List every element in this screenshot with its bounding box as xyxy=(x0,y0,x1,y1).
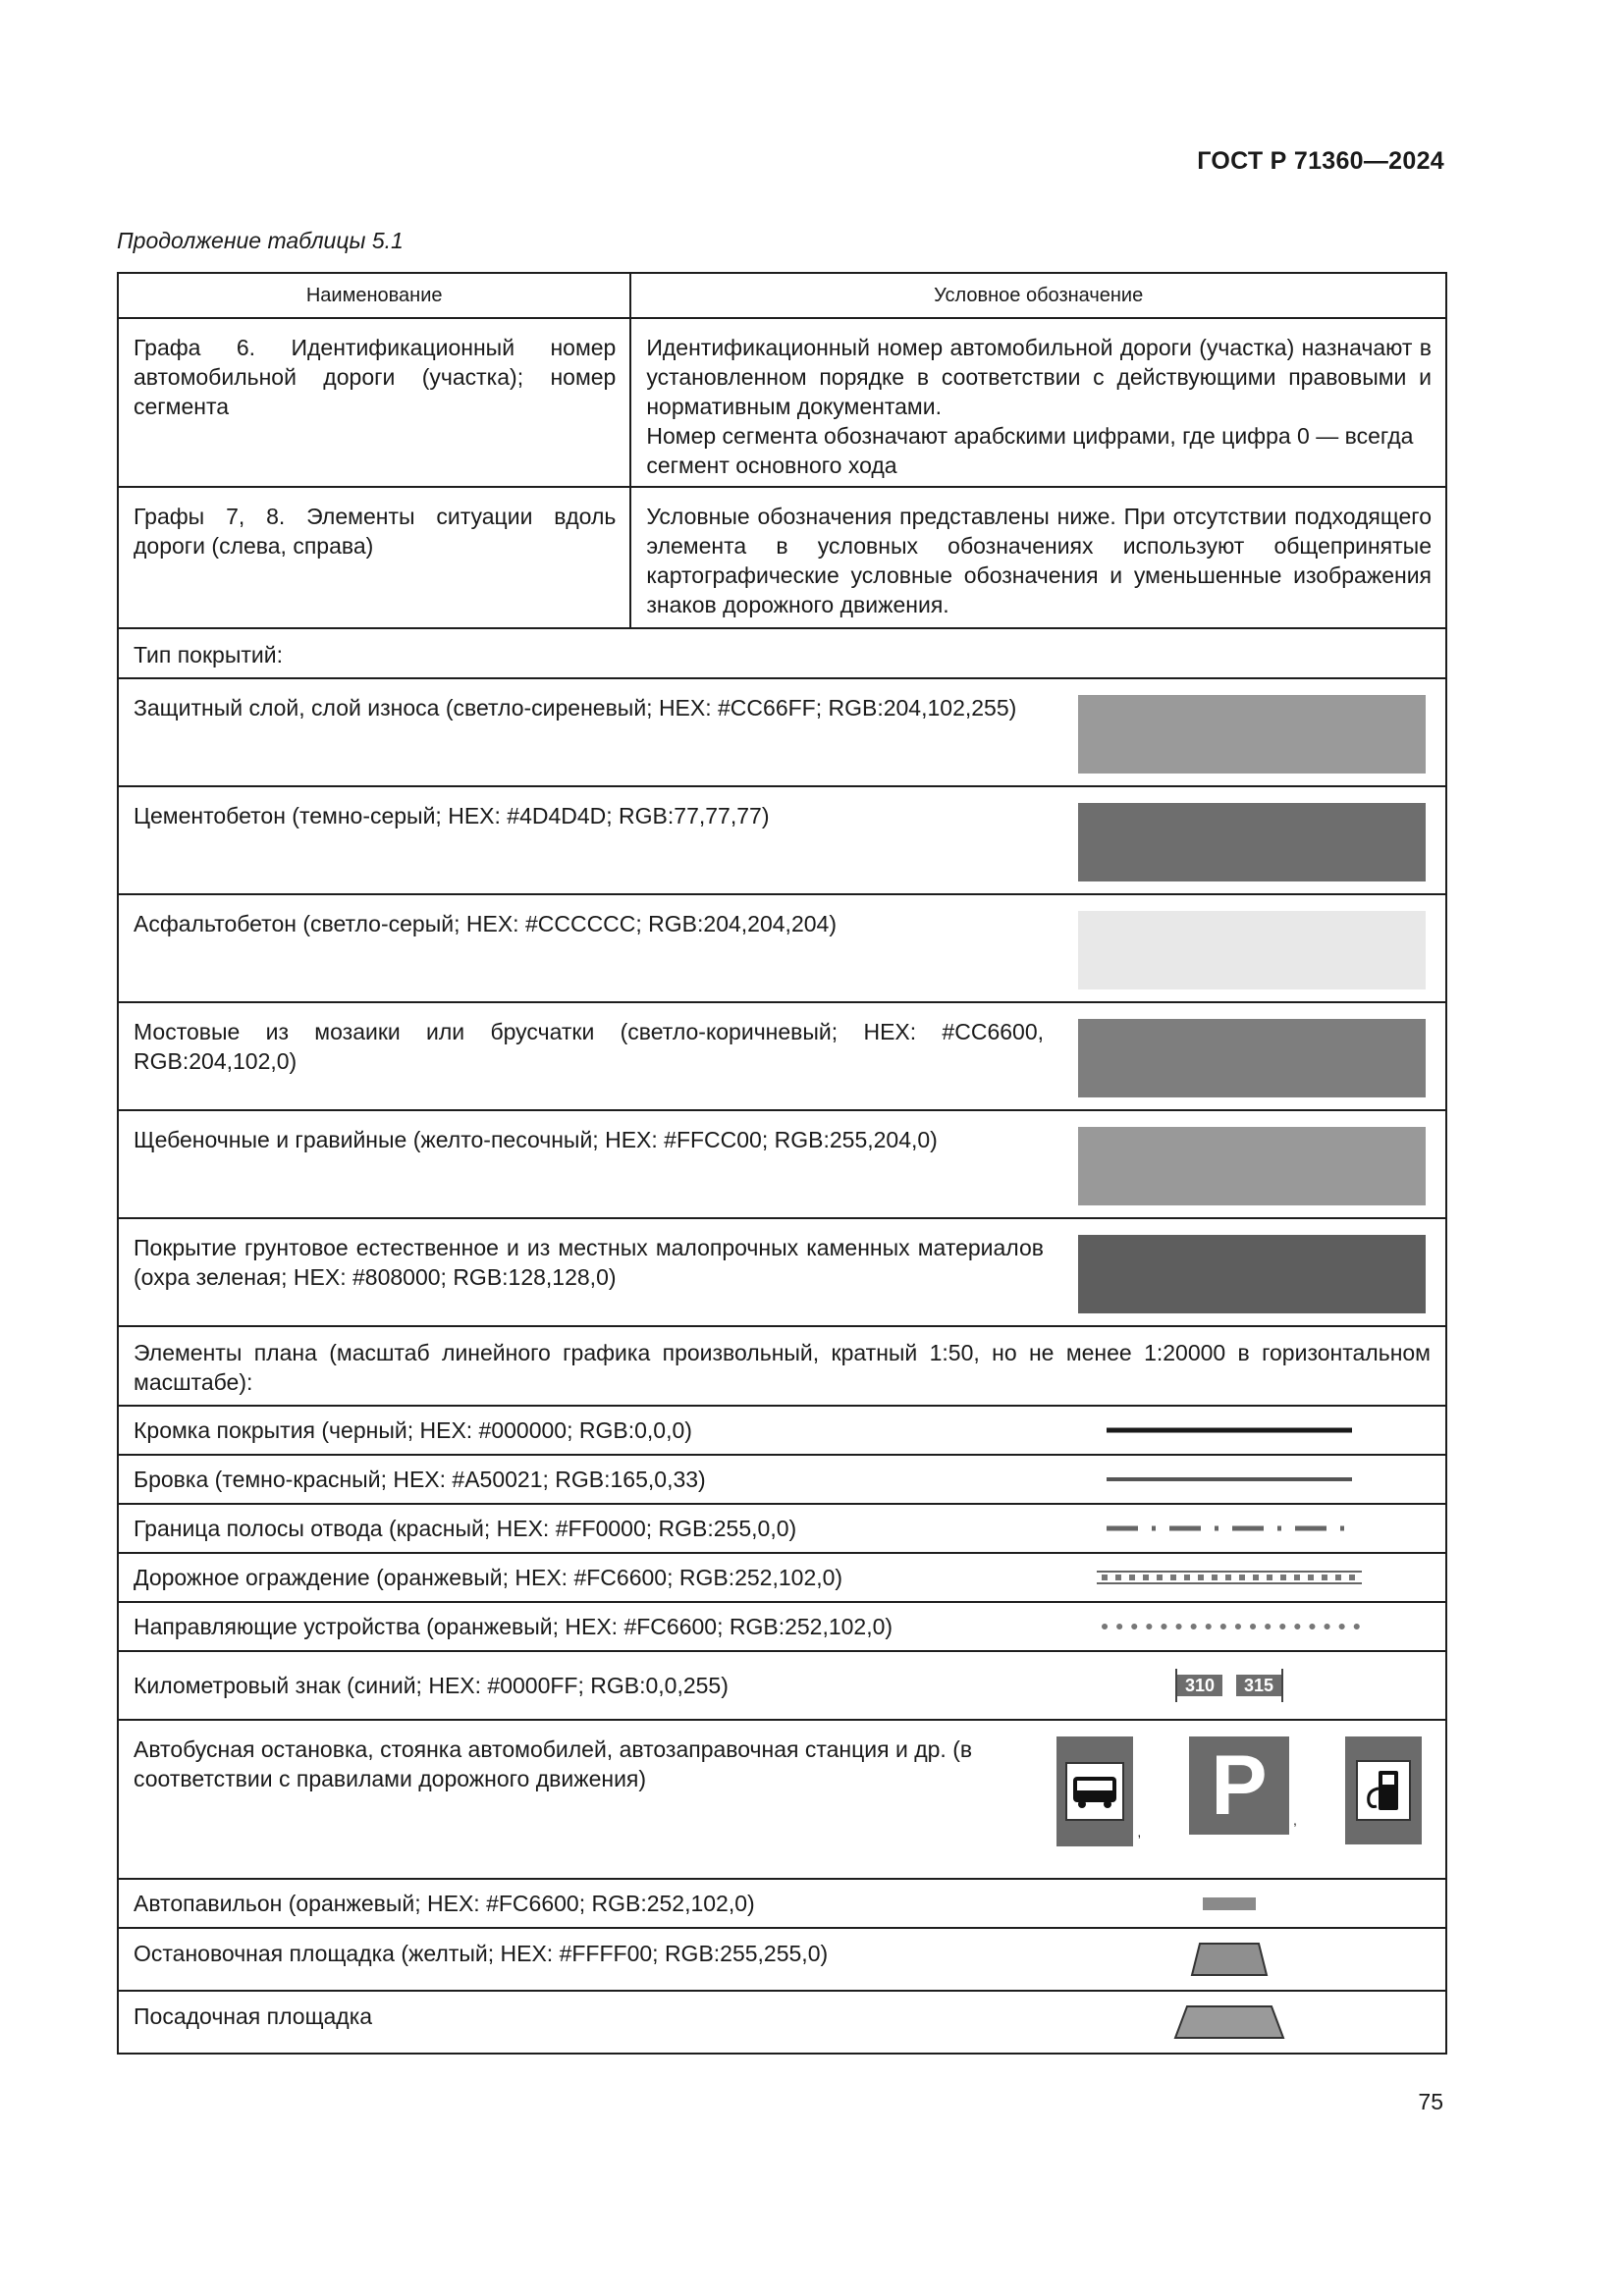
coverage-label: Асфальтобетон (светло-серый; HEX: #CCCCCC; RGB:204,204,204) xyxy=(134,911,837,936)
table-row xyxy=(118,318,1446,487)
table-row xyxy=(118,487,1446,628)
color-swatch xyxy=(1078,911,1426,989)
right-of-way-line-symbol xyxy=(1102,1519,1357,1538)
section-row xyxy=(118,1326,1446,1406)
element-label: Остановочная площадка (желтый; HEX: #FFFF00; RGB:255,255,0) xyxy=(134,1941,829,1966)
km-sign-label: 315 xyxy=(1236,1675,1281,1696)
plan-element-row xyxy=(118,1406,1446,1455)
row-name: Графа 6. Идентификационный номер автомобильной дороги (участка); номер сегмента xyxy=(134,335,617,419)
element-label: Бровка (темно-красный; HEX: #A50021; RGB:165,0,33) xyxy=(134,1467,706,1492)
coverage-label: Защитный слой, слой износа (светло-сиреневый; HEX: #CC66FF; RGB:204,102,255) xyxy=(134,695,1017,721)
pavilion-symbol xyxy=(1203,1897,1256,1910)
color-swatch xyxy=(1078,803,1426,881)
plan-element-row xyxy=(118,1991,1446,2054)
element-label: Километровый знак (синий; HEX: #0000FF; RGB:0,0,255) xyxy=(134,1673,729,1698)
color-swatch xyxy=(1078,1127,1426,1205)
table-header-row xyxy=(118,273,1446,318)
plan-element-row xyxy=(118,1928,1446,1991)
row-name: Графы 7, 8. Элементы ситуации вдоль дороги (слева, справа) xyxy=(134,504,617,559)
coverage-label: Покрытие грунтовое естественное и из местных малопрочных каменных материалов (охра зеленая; HEX: #808000; RGB:128,128,0) xyxy=(134,1235,1044,1290)
element-label: Автопавильон (оранжевый; HEX: #FC6600; RGB:252,102,0) xyxy=(134,1891,755,1916)
gas-station-sign-icon xyxy=(1345,1736,1422,1844)
plan-element-row xyxy=(118,1879,1446,1928)
boarding-area-symbol xyxy=(1171,2002,1287,2042)
color-swatch xyxy=(1078,1019,1426,1097)
element-label: Направляющие устройства (оранжевый; HEX: #FC6600; RGB:252,102,0) xyxy=(134,1614,893,1639)
document-code: ГОСТ Р 71360—2024 xyxy=(1197,147,1444,175)
coverage-row xyxy=(118,1110,1446,1218)
section-row xyxy=(118,628,1446,678)
table-caption: Продолжение таблицы 5.1 xyxy=(117,228,404,253)
element-label: Автобусная остановка, стоянка автомобилей, автозаправочная станция и др. (в соответствии с правилами дорожного движения) xyxy=(134,1736,973,1791)
plan-element-row xyxy=(118,1553,1446,1602)
coverage-row xyxy=(118,1002,1446,1110)
element-label: Кромка покрытия (черный; HEX: #000000; RGB:0,0,0) xyxy=(134,1417,692,1443)
road-barrier-symbol xyxy=(1092,1568,1367,1587)
element-label: Дорожное ограждение (оранжевый; HEX: #FC6600; RGB:252,102,0) xyxy=(134,1565,843,1590)
coverage-row xyxy=(118,678,1446,786)
color-swatch xyxy=(1078,1235,1426,1313)
km-signs-symbol xyxy=(1175,1669,1283,1702)
coverage-row xyxy=(118,1218,1446,1326)
stop-area-symbol xyxy=(1188,1940,1271,1979)
page-number: 75 xyxy=(1418,2089,1443,2114)
km-sign-label: 310 xyxy=(1177,1675,1222,1696)
column-header-symbol: Условное обозначение xyxy=(630,273,1446,318)
coverage-label: Мостовые из мозаики или брусчатки (светло-коричневый; HEX: #CC6600, RGB:204,102,0) xyxy=(134,1019,1044,1074)
plan-element-row xyxy=(118,1602,1446,1651)
coverage-row xyxy=(118,786,1446,894)
column-header-name: Наименование xyxy=(118,273,630,318)
coverage-row xyxy=(118,894,1446,1002)
coverage-label: Щебеночные и гравийные (желто-песочный; HEX: #FFCC00; RGB:255,204,0) xyxy=(134,1127,938,1152)
plan-section-title: Элементы плана (масштаб линейного графика произвольный, кратный 1:50, но не менее 1:20000 в горизонтальном масштабе): xyxy=(134,1340,1431,1395)
guide-posts-symbol xyxy=(1097,1617,1362,1636)
element-label: Граница полосы отвода (красный; HEX: #FF0000; RGB:255,0,0) xyxy=(134,1516,797,1541)
plan-element-row xyxy=(118,1504,1446,1553)
parking-sign-icon: P xyxy=(1189,1736,1289,1835)
legend-table xyxy=(117,272,1447,2055)
row-description: Идентификационный номер автомобильной дороги (участка) назначают в установленном порядке в соответствии с действующими правовыми и нормативным документами. xyxy=(646,335,1432,419)
coverage-label: Цементобетон (темно-серый; HEX: #4D4D4D; RGB:77,77,77) xyxy=(134,803,770,828)
coverage-section-title: Тип покрытий: xyxy=(134,642,283,667)
bus-stop-sign-icon xyxy=(1056,1736,1133,1846)
edge-line-symbol xyxy=(1102,1420,1357,1440)
row-description-note: Номер сегмента обозначают арабскими цифрами, где цифра 0 — всегда сегмент основного хода xyxy=(646,423,1414,478)
brow-line-symbol xyxy=(1102,1469,1357,1489)
color-swatch xyxy=(1078,695,1426,774)
traffic-signs-row: Автобусная остановка, стоянка автомобилей, автозаправочная станция и др. (в соответствии с правилами дорожного движения) , P , xyxy=(118,1720,1446,1879)
row-description: Условные обозначения представлены ниже. При отсутствии подходящего элемента в условных обозначениях используют общепринятые картографические условные обозначения и уменьшенные изображения знаков дорожного движения. xyxy=(646,504,1432,617)
plan-element-row xyxy=(118,1651,1446,1720)
plan-element-row xyxy=(118,1455,1446,1504)
element-label: Посадочная площадка xyxy=(134,2003,373,2029)
